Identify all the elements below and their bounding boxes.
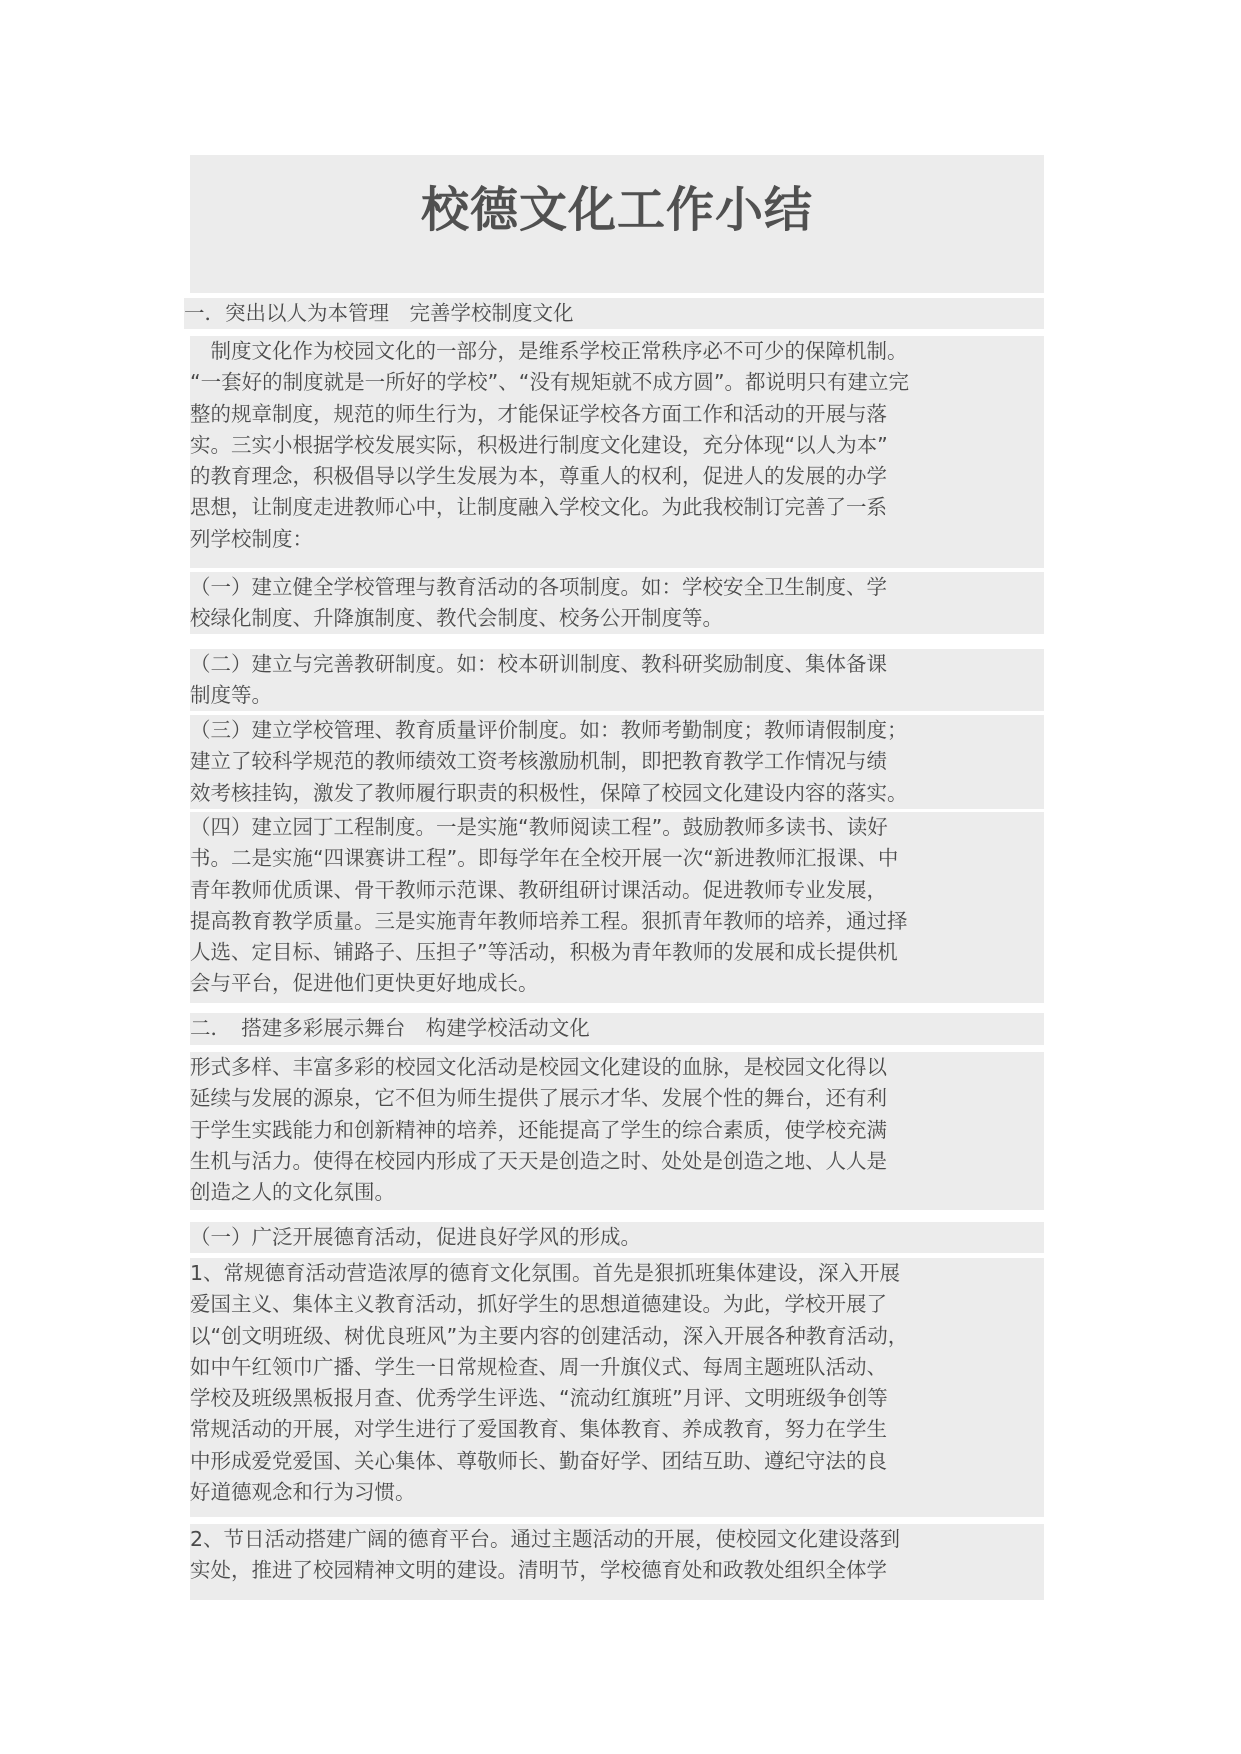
text-line: 人选、定目标、铺路子、压担子”等活动，积极为青年教师的发展和成长提供机 bbox=[190, 940, 898, 965]
paragraph-activity-culture bbox=[190, 1052, 1044, 1210]
text-line: 实处，推进了校园精神文明的建设。清明节，学校德育处和政教处组织全体学 bbox=[190, 1558, 887, 1583]
text-line: 实。三实小根据学校发展实际，积极进行制度文化建设，充分体现“以人为本” bbox=[190, 432, 888, 457]
paragraph-holiday-activities bbox=[190, 1524, 1044, 1600]
text-line: 爱国主义、集体主义教育活动，抓好学生的思想道德建设。为此，学校开展了 bbox=[190, 1292, 887, 1317]
text-line: 校绿化制度、升降旗制度、教代会制度、校务公开制度等。 bbox=[190, 606, 723, 631]
text-line: 常规活动的开展，对学生进行了爱国教育、集体教育、养成教育，努力在学生 bbox=[190, 1417, 887, 1442]
title-box bbox=[190, 155, 1044, 293]
text-line: 1、常规德育活动营造浓厚的德育文化氛围。首先是狠抓班集体建设，深入开展 bbox=[190, 1261, 901, 1285]
paragraph-item-3 bbox=[190, 715, 1044, 809]
text-line: 制度等。 bbox=[190, 683, 272, 708]
paragraph-item-1 bbox=[190, 572, 1044, 634]
text-line: （一）广泛开展德育活动，促进良好学风的形成。 bbox=[190, 1225, 641, 1249]
text-line: 的教育理念，积极倡导以学生发展为本，尊重人的权利，促进人的发展的办学 bbox=[190, 464, 887, 489]
paragraph-item-2 bbox=[190, 649, 1044, 711]
text-line: （四）建立园丁工程制度。一是实施“教师阅读工程”。鼓励教师多读书、读好 bbox=[190, 815, 888, 839]
text-line: 好道德观念和行为习惯。 bbox=[190, 1480, 416, 1505]
section-heading-2: 二． 搭建多彩展示舞台 构建学校活动文化 bbox=[190, 1013, 1044, 1045]
text-line: 延续与发展的源泉，它不但为师生提供了展示才华、发展个性的舞台，还有利 bbox=[190, 1086, 887, 1111]
text-line: “一套好的制度就是一所好的学校”、“没有规矩就不成方圆”。都说明只有建立完 bbox=[190, 370, 909, 395]
text-line: 会与平台，促进他们更快更好地成长。 bbox=[190, 971, 539, 996]
text-line: 效考核挂钩，激发了教师履行职责的积极性，保障了校园文化建设内容的落实。 bbox=[190, 780, 908, 805]
document-title: 校德文化工作小结 bbox=[420, 182, 813, 238]
text-line: 学校及班级黑板报月查、优秀学生评选、“流动红旗班”月评、文明班级争创等 bbox=[190, 1386, 888, 1411]
section-heading-1: 一．突出以人为本管理 完善学校制度文化 bbox=[184, 298, 1044, 329]
text-line: 形式多样、丰富多彩的校园文化活动是校园文化建设的血脉，是校园文化得以 bbox=[190, 1055, 887, 1079]
text-line: 创造之人的文化氛围。 bbox=[190, 1180, 395, 1205]
paragraph-item-4 bbox=[190, 812, 1044, 1003]
text-line: 思想，让制度走进教师心中，让制度融入学校文化。为此我校制订完善了一系 bbox=[190, 495, 887, 520]
text-line: 青年教师优质课、骨干教师示范课、教研组研讨课活动。促进教师专业发展， bbox=[190, 877, 887, 902]
subheading-moral-activities bbox=[190, 1222, 1044, 1253]
text-line: （一）建立健全学校管理与教育活动的各项制度。如：学校安全卫生制度、学 bbox=[190, 575, 887, 599]
text-line: 书。二是实施“四课赛讲工程”。即每学年在全校开展一次“新进教师汇报课、中 bbox=[190, 846, 899, 871]
text-line: 制度文化作为校园文化的一部分，是维系学校正常秩序必不可少的保障机制。 bbox=[190, 339, 908, 363]
paragraph-institutional-culture bbox=[190, 336, 1044, 568]
text-line: 中形成爱党爱国、关心集体、尊敬师长、勤奋好学、团结互助、遵纪守法的良 bbox=[190, 1448, 887, 1473]
text-line: 生机与活力。使得在校园内形成了天天是创造之时、处处是创造之地、人人是 bbox=[190, 1148, 887, 1173]
text-line: （二）建立与完善教研制度。如：校本研训制度、教科研奖励制度、集体备课 bbox=[190, 652, 887, 676]
text-line: 列学校制度： bbox=[190, 526, 313, 551]
text-line: 整的规章制度，规范的师生行为，才能保证学校各方面工作和活动的开展与落 bbox=[190, 401, 887, 426]
text-line: 于学生实践能力和创新精神的培养，还能提高了学生的综合素质，使学校充满 bbox=[190, 1117, 887, 1142]
text-line: 2、节日活动搭建广阔的德育平台。通过主题活动的开展，使校园文化建设落到 bbox=[190, 1527, 901, 1551]
text-line: 建立了较科学规范的教师绩效工资考核激励机制，即把教育教学工作情况与绩 bbox=[190, 749, 887, 774]
text-line: 以“创文明班级、树优良班风”为主要内容的创建活动，深入开展各种教育活动， bbox=[190, 1323, 909, 1348]
text-line: 提高教育教学质量。三是实施青年教师培养工程。狠抓青年教师的培养，通过择 bbox=[190, 908, 908, 933]
paragraph-routine-activities bbox=[190, 1258, 1044, 1517]
text-line: 如中午红领巾广播、学生一日常规检查、周一升旗仪式、每周主题班队活动、 bbox=[190, 1354, 887, 1379]
text-line: （三）建立学校管理、教育质量评价制度。如：教师考勤制度；教师请假制度； bbox=[190, 718, 908, 742]
